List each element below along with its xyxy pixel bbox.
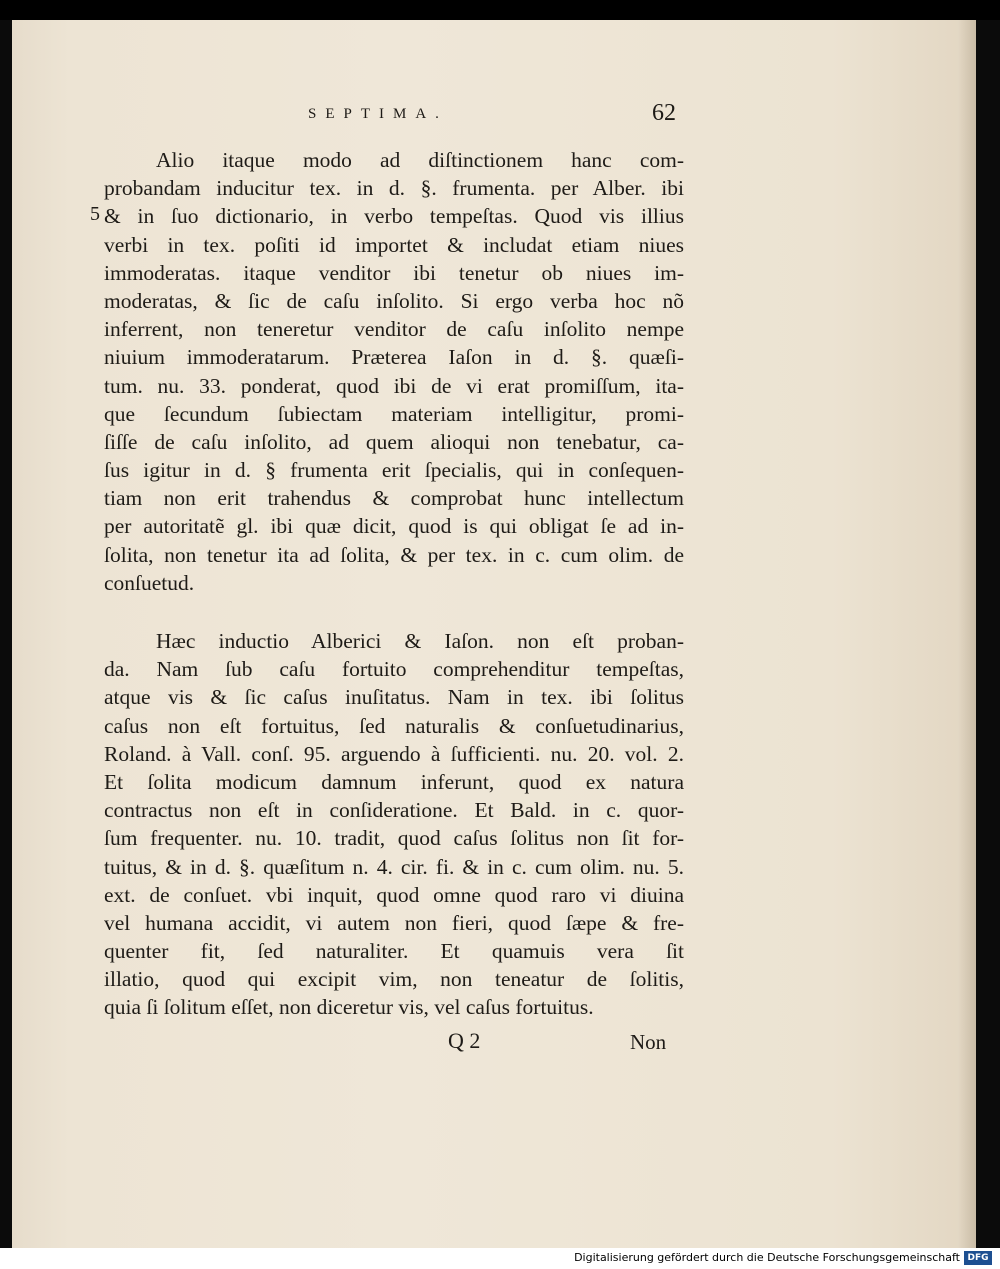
text-line: immoderatas. itaque venditor ibi tenetur ob niues im- (104, 260, 684, 285)
text-line: quia ſi ſolitum eſſet, non diceretur vis, vel caſus fortuitus. (104, 995, 594, 1020)
text-line: Hæc inductio Alberici & Iaſon. non eſt proban- (156, 629, 684, 653)
text-line: caſus non eſt fortuitus, ſed naturalis & conſuetudinarius, (104, 713, 684, 738)
footer-bar (0, 1248, 1000, 1269)
text-line: ext. de conſuet. vbi inquit, quod omne quod raro vi diuina (104, 882, 684, 907)
text-line: verbi in tex. poſiti id importet & includat etiam niues (104, 232, 684, 257)
text-line: per autoritatẽ gl. ibi quæ dicit, quod is qui obligat ſe ad in- (104, 514, 684, 539)
text-line: ſum frequenter. nu. 10. tradit, quod caſus ſolitus non ſit for- (104, 826, 684, 851)
signature-mark: Q 2 (448, 1028, 481, 1053)
paragraph-1 (104, 146, 684, 597)
text-line: conſuetud. (104, 570, 195, 595)
book-page (12, 20, 976, 1248)
text-line: probandam inducitur tex. in d. §. frumenta. per Alber. ibi (104, 176, 684, 201)
text-line: ſolita, non tenetur ita ad ſolita, & per tex. in c. cum olim. de (104, 542, 684, 567)
funding-notice: Digitalisierung gefördert durch die Deutsche Forschungsgemeinschaft (574, 1251, 960, 1264)
text-line: ſiſſe de caſu inſolito, ad quem alioqui non tenebatur, ca- (104, 429, 684, 454)
text-line: da. Nam ſub caſu fortuito comprehenditur tempeſtas, (104, 657, 684, 682)
text-line: & in ſuo dictionario, in verbo tempeſtas. Quod vis illius (104, 204, 684, 229)
page-header (12, 100, 976, 134)
paragraph-2 (104, 627, 684, 1022)
text-line: contractus non eſt in conſideratione. Et Bald. in c. quor- (104, 798, 684, 823)
text-line: tum. nu. 33. ponderat, quod ibi de vi erat promiſſum, ita- (104, 373, 684, 398)
text-line: Et ſolita modicum damnum inferunt, quod ex natura (104, 769, 684, 794)
catchword: Non (630, 1030, 667, 1054)
text-line: moderatas, & ſic de caſu inſolito. Si ergo verba hoc nõ (104, 288, 684, 313)
page-edge-shadow (958, 20, 976, 1248)
text-line: quenter fit, ſed naturaliter. Et quamuis vera ſit (104, 939, 684, 964)
text-line: niuium immoderatarum. Præterea Iaſon in d. §. quæſi- (104, 345, 684, 370)
text-line: tiam non erit trahendus & comprobat hunc intellectum (104, 486, 684, 511)
running-title: SEPTIMA. (308, 106, 448, 122)
text-line: Roland. à Vall. conſ. 95. arguendo à ſufficienti. nu. 20. vol. 2. (104, 741, 684, 766)
body-text (104, 146, 684, 1022)
text-line: illatio, quod qui excipit vim, non teneatur de ſolitis, (104, 967, 684, 992)
text-line: vel humana accidit, vi autem non fieri, quod ſæpe & fre- (104, 910, 684, 935)
scanned-page-frame (0, 20, 1000, 1248)
dfg-logo-icon[interactable]: DFG (964, 1251, 992, 1265)
text-line: atque vis & ſic caſus inuſitatus. Nam in tex. ibi ſolitus (104, 685, 684, 710)
margin-note: 5 (90, 203, 100, 225)
text-line: que ſecundum ſubiectam materiam intelligitur, promi- (104, 401, 684, 426)
text-line: inferrent, non teneretur venditor de caſu inſolito nempe (104, 317, 684, 342)
text-line: tuitus, & in d. §. quæſitum n. 4. cir. fi. & in c. cum olim. nu. 5. (104, 854, 684, 879)
text-line: ſus igitur in d. § frumenta erit ſpecialis, qui in conſequen- (104, 458, 684, 483)
text-line: Alio itaque modo ad diſtinctionem hanc com- (156, 148, 684, 172)
page-number: 62 (652, 100, 676, 126)
